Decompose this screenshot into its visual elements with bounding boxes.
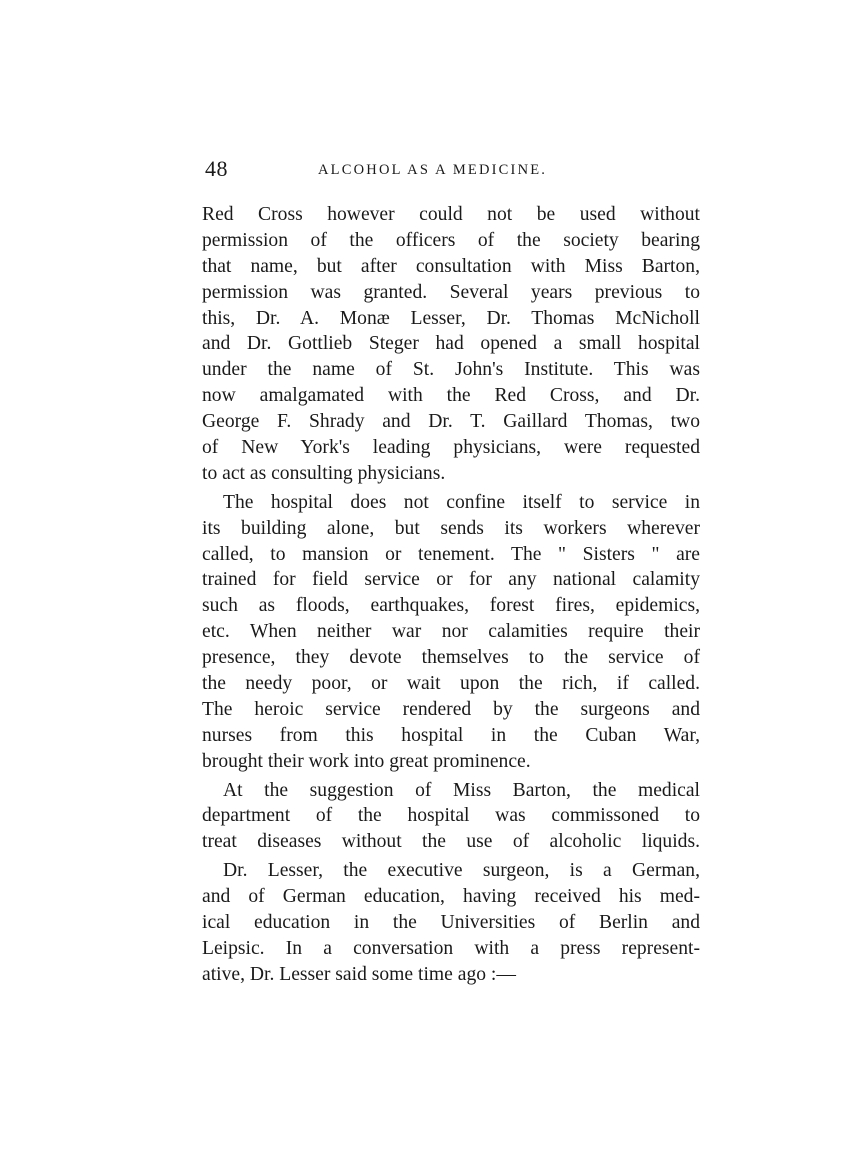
text-line: such as floods, earthquakes, forest fires, epidemics, [202,595,700,617]
text-line: this, Dr. A. Monæ Lesser, Dr. Thomas McNicholl [202,307,700,329]
text-line: that name, but after consultation with Miss Barton, [202,255,700,277]
text-line: etc. When neither war nor calamities require their [202,621,700,643]
paragraph [202,778,700,856]
text-line: Dr. Lesser, the executive surgeon, is a German, [223,860,700,882]
body-text [202,202,700,988]
paragraph [202,490,700,775]
text-line: nurses from this hospital in the Cuban War, [202,724,700,746]
text-line: called, to mansion or tenement. The " Sisters " are [202,543,700,565]
text-line: now amalgamated with the Red Cross, and Dr. [202,385,700,407]
text-line: ical education in the Universities of Berlin and [202,912,700,934]
text-line: Red Cross however could not be used without [202,204,700,225]
text-line: trained for field service or for any national calamity [202,569,700,591]
text-line: the needy poor, or wait upon the rich, if called. [202,673,700,695]
text-line: under the name of St. John's Institute. This was [202,359,700,381]
paragraph [202,202,700,487]
text-line: brought their work into great prominence. [202,750,531,772]
text-line: of New York's leading physicians, were requested [202,437,700,459]
text-line: permission was granted. Several years previous to [202,281,700,303]
running-head [205,156,705,186]
page-number: 48 [205,156,228,181]
running-title: ALCOHOL AS A MEDICINE. [318,162,548,178]
text-line: The hospital does not confine itself to service in [223,491,700,513]
text-line: and of German education, having received his med- [202,886,700,908]
text-line: presence, they devote themselves to the service of [202,647,700,669]
text-line: to act as consulting physicians. [202,462,446,484]
text-line: The heroic service rendered by the surgeons and [202,698,700,720]
text-line: ative, Dr. Lesser said some time ago :— [202,963,516,985]
text-line: its building alone, but sends its workers wherever [202,517,700,539]
text-line: George F. Shrady and Dr. T. Gaillard Thomas, two [202,411,700,433]
text-line: permission of the officers of the society bearing [202,229,700,251]
text-line: At the suggestion of Miss Barton, the medical [223,779,700,801]
paragraph [202,858,700,987]
text-line: Leipsic. In a conversation with a press represent- [202,937,700,959]
text-line: treat diseases without the use of alcoholic liquids. [202,831,700,853]
text-line: department of the hospital was commissoned to [202,805,700,827]
text-line: and Dr. Gottlieb Steger had opened a small hospital [202,333,700,355]
